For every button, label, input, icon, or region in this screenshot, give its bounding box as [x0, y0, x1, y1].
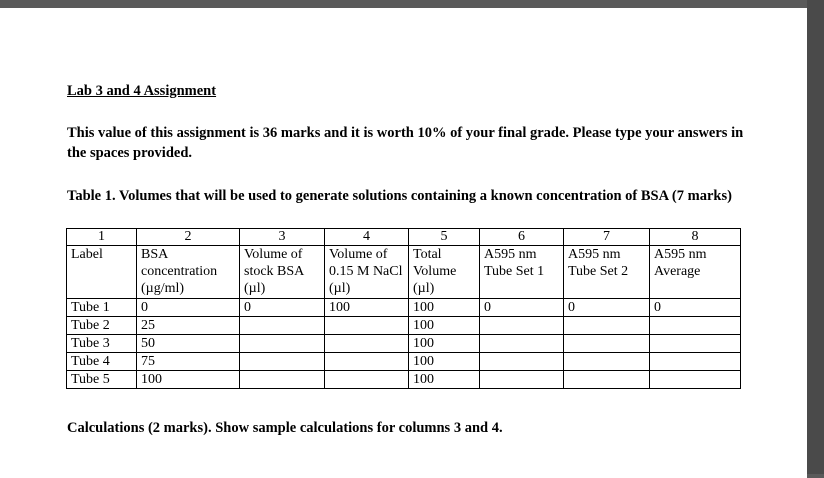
- header-cell: Volume of stock BSA (µl): [240, 246, 325, 299]
- header-row: [67, 246, 741, 299]
- column-number: 3: [240, 229, 325, 246]
- table-row: [67, 335, 741, 353]
- table-cell[interactable]: [564, 335, 650, 353]
- table-cell: Tube 1: [67, 299, 137, 317]
- table-cell: Tube 4: [67, 353, 137, 371]
- table-cell[interactable]: 0: [240, 299, 325, 317]
- table-cell[interactable]: [325, 353, 409, 371]
- table-row: [67, 371, 741, 389]
- column-number: 4: [325, 229, 409, 246]
- table-cell[interactable]: [325, 371, 409, 389]
- table-cell[interactable]: [564, 371, 650, 389]
- table-cell: Tube 2: [67, 317, 137, 335]
- table-cell[interactable]: [240, 317, 325, 335]
- column-number-row: [67, 229, 741, 246]
- column-number: 1: [67, 229, 137, 246]
- column-number: 8: [650, 229, 741, 246]
- header-cell: A595 nm Tube Set 1: [480, 246, 564, 299]
- column-number: 7: [564, 229, 650, 246]
- header-cell: Volume of 0.15 M NaCl (µl): [325, 246, 409, 299]
- table-row: [67, 317, 741, 335]
- table-caption: Table 1. Volumes that will be used to generate solutions containing a known concentration of BSA (7 marks): [67, 188, 732, 204]
- table-cell[interactable]: [480, 371, 564, 389]
- table-cell[interactable]: [480, 335, 564, 353]
- table-cell: 25: [137, 317, 240, 335]
- table-cell[interactable]: [650, 353, 741, 371]
- table-cell: 0: [137, 299, 240, 317]
- table-cell: Tube 3: [67, 335, 137, 353]
- table-cell: 75: [137, 353, 240, 371]
- header-cell: BSA concentration (µg/ml): [137, 246, 240, 299]
- table-cell: 50: [137, 335, 240, 353]
- table-cell[interactable]: 100: [325, 299, 409, 317]
- intro-paragraph: This value of this assignment is 36 marks and it is worth 10% of your final grade. Please type your answers in the spaces provided.: [67, 125, 744, 161]
- header-cell: A595 nm Average: [650, 246, 741, 299]
- header-cell: Label: [67, 246, 137, 299]
- window-scrollbar[interactable]: [807, 0, 824, 474]
- table-cell[interactable]: [564, 353, 650, 371]
- column-number: 2: [137, 229, 240, 246]
- table-cell: 100: [409, 299, 480, 317]
- header-cell: A595 nm Tube Set 2: [564, 246, 650, 299]
- table-cell[interactable]: [480, 353, 564, 371]
- table-cell[interactable]: [650, 371, 741, 389]
- calculations-heading: Calculations (2 marks). Show sample calculations for columns 3 and 4.: [67, 420, 503, 436]
- column-number: 6: [480, 229, 564, 246]
- table-cell: 100: [409, 335, 480, 353]
- table-cell[interactable]: [650, 335, 741, 353]
- table-cell[interactable]: [325, 335, 409, 353]
- table-cell[interactable]: [240, 353, 325, 371]
- header-cell: Total Volume (µl): [409, 246, 480, 299]
- table-cell[interactable]: 0: [564, 299, 650, 317]
- table-cell[interactable]: [480, 317, 564, 335]
- table-cell: 100: [137, 371, 240, 389]
- table-cell: 100: [409, 317, 480, 335]
- table-cell[interactable]: 0: [480, 299, 564, 317]
- table-cell[interactable]: 0: [650, 299, 741, 317]
- column-number: 5: [409, 229, 480, 246]
- table-cell[interactable]: [240, 371, 325, 389]
- table-cell: 100: [409, 371, 480, 389]
- table-cell: Tube 5: [67, 371, 137, 389]
- table-row: [67, 353, 741, 371]
- table-cell[interactable]: [650, 317, 741, 335]
- table-cell[interactable]: [240, 335, 325, 353]
- bsa-volume-table: [66, 228, 741, 389]
- table-row: [67, 299, 741, 317]
- table-cell: 100: [409, 353, 480, 371]
- document-title: Lab 3 and 4 Assignment: [67, 83, 217, 99]
- table-cell[interactable]: [325, 317, 409, 335]
- table-cell[interactable]: [564, 317, 650, 335]
- document-page: [0, 8, 807, 478]
